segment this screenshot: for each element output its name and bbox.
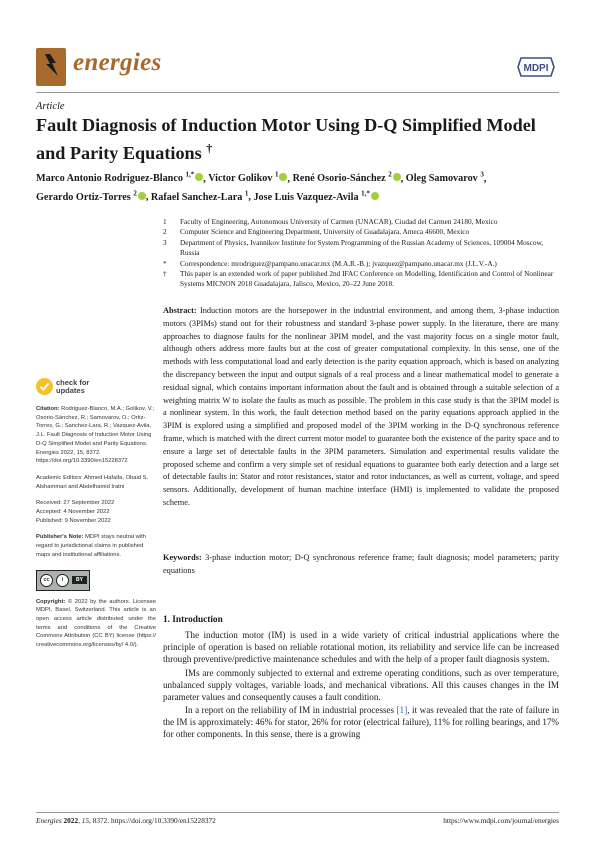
affiliation-row (163, 259, 563, 269)
author-affiliation-mark: 2 (388, 171, 392, 179)
author-name: Gerardo Ortiz-Torres (36, 191, 131, 203)
citation-block (36, 405, 156, 466)
affiliation-mark: † (163, 269, 167, 279)
mdpi-logo[interactable] (517, 57, 555, 77)
citation-label: Citation: (36, 406, 60, 412)
keywords-text: 3-phase induction motor; D-Q synchronous reference frame; fault diagnosis; model parameters; parity equations (163, 553, 559, 575)
cc-icon: cc (40, 574, 53, 587)
author-name: Oleg Samovarov (405, 173, 478, 185)
affiliation-row (163, 227, 563, 237)
footer-journal: Energies (36, 816, 62, 825)
copyright-label: Copyright: (36, 598, 66, 605)
check-for-updates-badge[interactable] (36, 378, 96, 398)
author-name: Jose Luis Vazquez-Avila (253, 191, 359, 203)
author[interactable] (208, 173, 287, 184)
orcid-icon[interactable] (279, 173, 287, 181)
author[interactable] (150, 189, 249, 203)
mdpi-logo-text: MDPI (523, 63, 549, 74)
received-date: Received: 27 September 2022 (36, 500, 115, 507)
affiliation-text: Faculty of Engineering, Autonomous University of Carmen (UNACAR), Ciudad del Carmen 24180, Mexico (180, 217, 498, 226)
paragraph (163, 705, 559, 741)
citation-text[interactable]: Rodriguez-Blanco, M.A.; Golikov, V.; Osorio-Sánchez, R.; Samovarov, O.; Ortiz-Torres, G.; Sanchez-Lara, R.; Vazquez-Avila, J.L. Fault Diagnosis of Induction Motor Using D-Q Simplified Model and Parity Equations. Energies 2022, 15, 8372. https://doi.org/10.3390/en15228372 (36, 406, 155, 465)
side-column (36, 405, 156, 658)
paragraph-text: , it was revealed that the rate of failure in the IM is approximately: 46% for stator, 26% for rotor (electrical failure), 11% for rolling bearings, and 17% for other components. In this sense, there is a growing (163, 705, 559, 740)
author[interactable] (406, 173, 484, 184)
abstract-label: Abstract: (163, 306, 197, 315)
header-divider (36, 92, 559, 93)
author[interactable] (36, 173, 203, 184)
copyright-block (36, 598, 156, 650)
author-line: Marco Antonio Rodriguez-Blanco $^{1,*}$ , Victor Golikov $^1$ , René Osorio-Sánchez $^2$ , Oleg Samovarov $^3$, (36, 171, 487, 185)
affiliation-mark: 1 (163, 217, 167, 226)
author-affiliation-mark: 1,* (185, 171, 195, 179)
dates-block (36, 499, 156, 525)
copyright-text: © 2022 by the authors. Licensee MDPI, Basel, Switzerland. This article is an open access article distributed under the terms and conditions of the Creative Commons Attribution (CC BY) license (https:// creativecommons.org/licenses/by/ 4.0/). (36, 598, 156, 649)
author-affiliation-mark: 3 (480, 171, 484, 179)
affiliation-text: This paper is an extended work of paper published 2nd IFAC Conference on Modelling, Identification and Control of Nonlinear Systems MICNON 2018 Guadalajara, Jalisco, Mexico, 20–22 June 2018. (180, 269, 554, 289)
affiliation-mark: 2 (163, 227, 167, 237)
affiliation-row (163, 269, 563, 290)
section-heading: 1. Introduction (163, 615, 223, 625)
affiliation-row (163, 217, 563, 227)
published-date: Published: 9 November 2022 (36, 517, 111, 524)
author[interactable] (293, 173, 401, 184)
footer-volume: 15 (81, 816, 90, 825)
author-affiliation-mark: 1,* (361, 189, 370, 198)
affiliation-text: Correspondence: mrodriguez@pampano.unacar.mx (M.A.R.-B.); jvazquez@pampano.unacar.mx (J.L.V.-A.) (180, 258, 497, 268)
title-footnote-mark: † (206, 141, 213, 155)
author-affiliation-mark: 2 (133, 189, 137, 198)
journal-name[interactable]: energies (73, 49, 162, 76)
academic-editors: Academic Editors: Ahmed Hafaifa, Obaid S. Alshammari and Abdelhamid Iratni (36, 474, 149, 490)
author-name: Victor Golikov (208, 173, 273, 185)
publisher-note-label: Publisher's Note: (36, 534, 84, 541)
cc-license-badge[interactable] (36, 570, 90, 591)
affiliation-mark: 3 (163, 237, 167, 247)
footer-divider (36, 812, 559, 813)
orcid-icon[interactable] (371, 192, 379, 200)
author[interactable] (36, 189, 146, 203)
abstract (163, 305, 559, 510)
footer-year: 2022 (63, 816, 79, 825)
publisher-note (36, 533, 156, 559)
paragraph-text: In a report on the reliability of IM in industrial processes (185, 705, 397, 716)
affiliation-text: Computer Science and Engineering Department, University of Guadalajara, Ameca 46600, Mexico (180, 227, 470, 237)
introduction-body (163, 630, 559, 743)
author-name: Rafael Sanchez-Lara (150, 191, 243, 203)
accepted-date: Accepted: 4 November 2022 (36, 509, 110, 516)
affiliation-text: Department of Physics, Ivannikov Institute for System Programming of the Russian Academy of Sciences, 109004 Moscow, Russia (180, 237, 544, 258)
flame-icon (36, 48, 66, 86)
check-updates-line: check for (56, 378, 90, 387)
check-updates-line: updates (56, 386, 85, 396)
citation-link[interactable]: [1] (396, 705, 408, 716)
orcid-icon[interactable] (138, 192, 146, 200)
footer-doi: , 8372. https://doi.org/10.3390/en15228372 (89, 816, 216, 825)
keywords-label: Keywords: (163, 553, 202, 562)
check-updates-icon (36, 378, 53, 395)
affiliation-mark: * (163, 258, 167, 268)
author-line: Gerardo Ortiz-Torres $^2$ , Rafael Sanchez-Lara $^1$, Jose Luis Vazquez-Avila $^{1,*}$ (36, 186, 556, 204)
paper-title-text: Fault Diagnosis of Induction Motor Using D-Q Simplified Model and Parity Equations (36, 115, 536, 164)
abstract-text: Induction motors are the horsepower in the industrial environment, and among them, 3-phase induction motors (3PIMs) stand out for their robustness and standard 3-phase power supply. In the literature, there are many approaches to diagnose faults for the nonlinear 3PIM model, and the vast majority focus on a single motor fault, although others address more faults but at the cost of greater computational complexity. In this sense, one of the methods with less computational load and early detection is the parity equation approach, which is based on analyzing the discrepancy between the input and output signals of a real process and a linear mathematical model to generate a residual signal, which contains important information about the fault and is obtained through a suitable selection of a weighting matrix W to isolate the faults as much as possible. The problem in this case study is that the 3PIM model is a nonlinear system. In this work, the fault detection method based on the parity equations approach applied in the 3PIM is explored using a simplified and proposed model of the 3PIM working in the D-Q synchronous reference frame, which is matched with the direct current motor model to guarantee both the existence of the parity space and to ensure a large set of detectable faults in the 3PIM parameters. Simulation and experimental results validate the proposed scheme and confirm a very simple set of residual equations to guarantee both early detection and a large set of detectable faults in: Stator and rotor resistances, stator and rotor inductances, as well as current, voltage, and speed sensors. Additionally, development of human machine interface (HMI) is implemented to validate the proposed scheme. (163, 306, 559, 507)
publisher-note-text: MDPI stays neutral with regard to jurisdictional claims in published maps and institutional affiliations. (36, 534, 146, 558)
orcid-icon[interactable] (393, 173, 401, 181)
affiliation-row (163, 238, 563, 259)
cc-by-label: BY (72, 576, 87, 584)
orcid-icon[interactable] (195, 173, 203, 181)
author-name: Marco Antonio Rodriguez-Blanco (36, 173, 183, 185)
journal-logo (36, 48, 66, 86)
footer-citation[interactable]: Energies 2022, 15, 8372. https://doi.org/10.3390/en15228372 (36, 816, 216, 825)
author-affiliation-mark: 1 (274, 171, 279, 179)
paragraph: IMs are commonly subjected to external and extreme operating conditions, such as over temperature, unbalanced supply voltages, variable loads, and mechanical vibrations. All this causes changes in the IM parameter values and consequently causes a fault condition. (163, 667, 559, 702)
journal-url-link[interactable]: https://www.mdpi.com/journal/energies (443, 816, 559, 825)
author-list (36, 168, 556, 205)
paper-title (36, 114, 536, 165)
author-affiliation-mark: 1 (244, 189, 249, 198)
author[interactable] (253, 189, 378, 203)
article-type: Article (36, 101, 65, 112)
author-name: René Osorio-Sánchez (292, 173, 386, 185)
keywords (163, 552, 559, 578)
paragraph: The induction motor (IM) is used in a wide variety of critical industrial applications where the principle of operation is based on reliable rotational motion, its reliability and service life can be increased through preventive/predictive maintenance schedules and with the help of a proper fault diagnosis system. (163, 630, 559, 664)
affiliations (163, 217, 563, 290)
attribution-icon: i (56, 574, 69, 587)
